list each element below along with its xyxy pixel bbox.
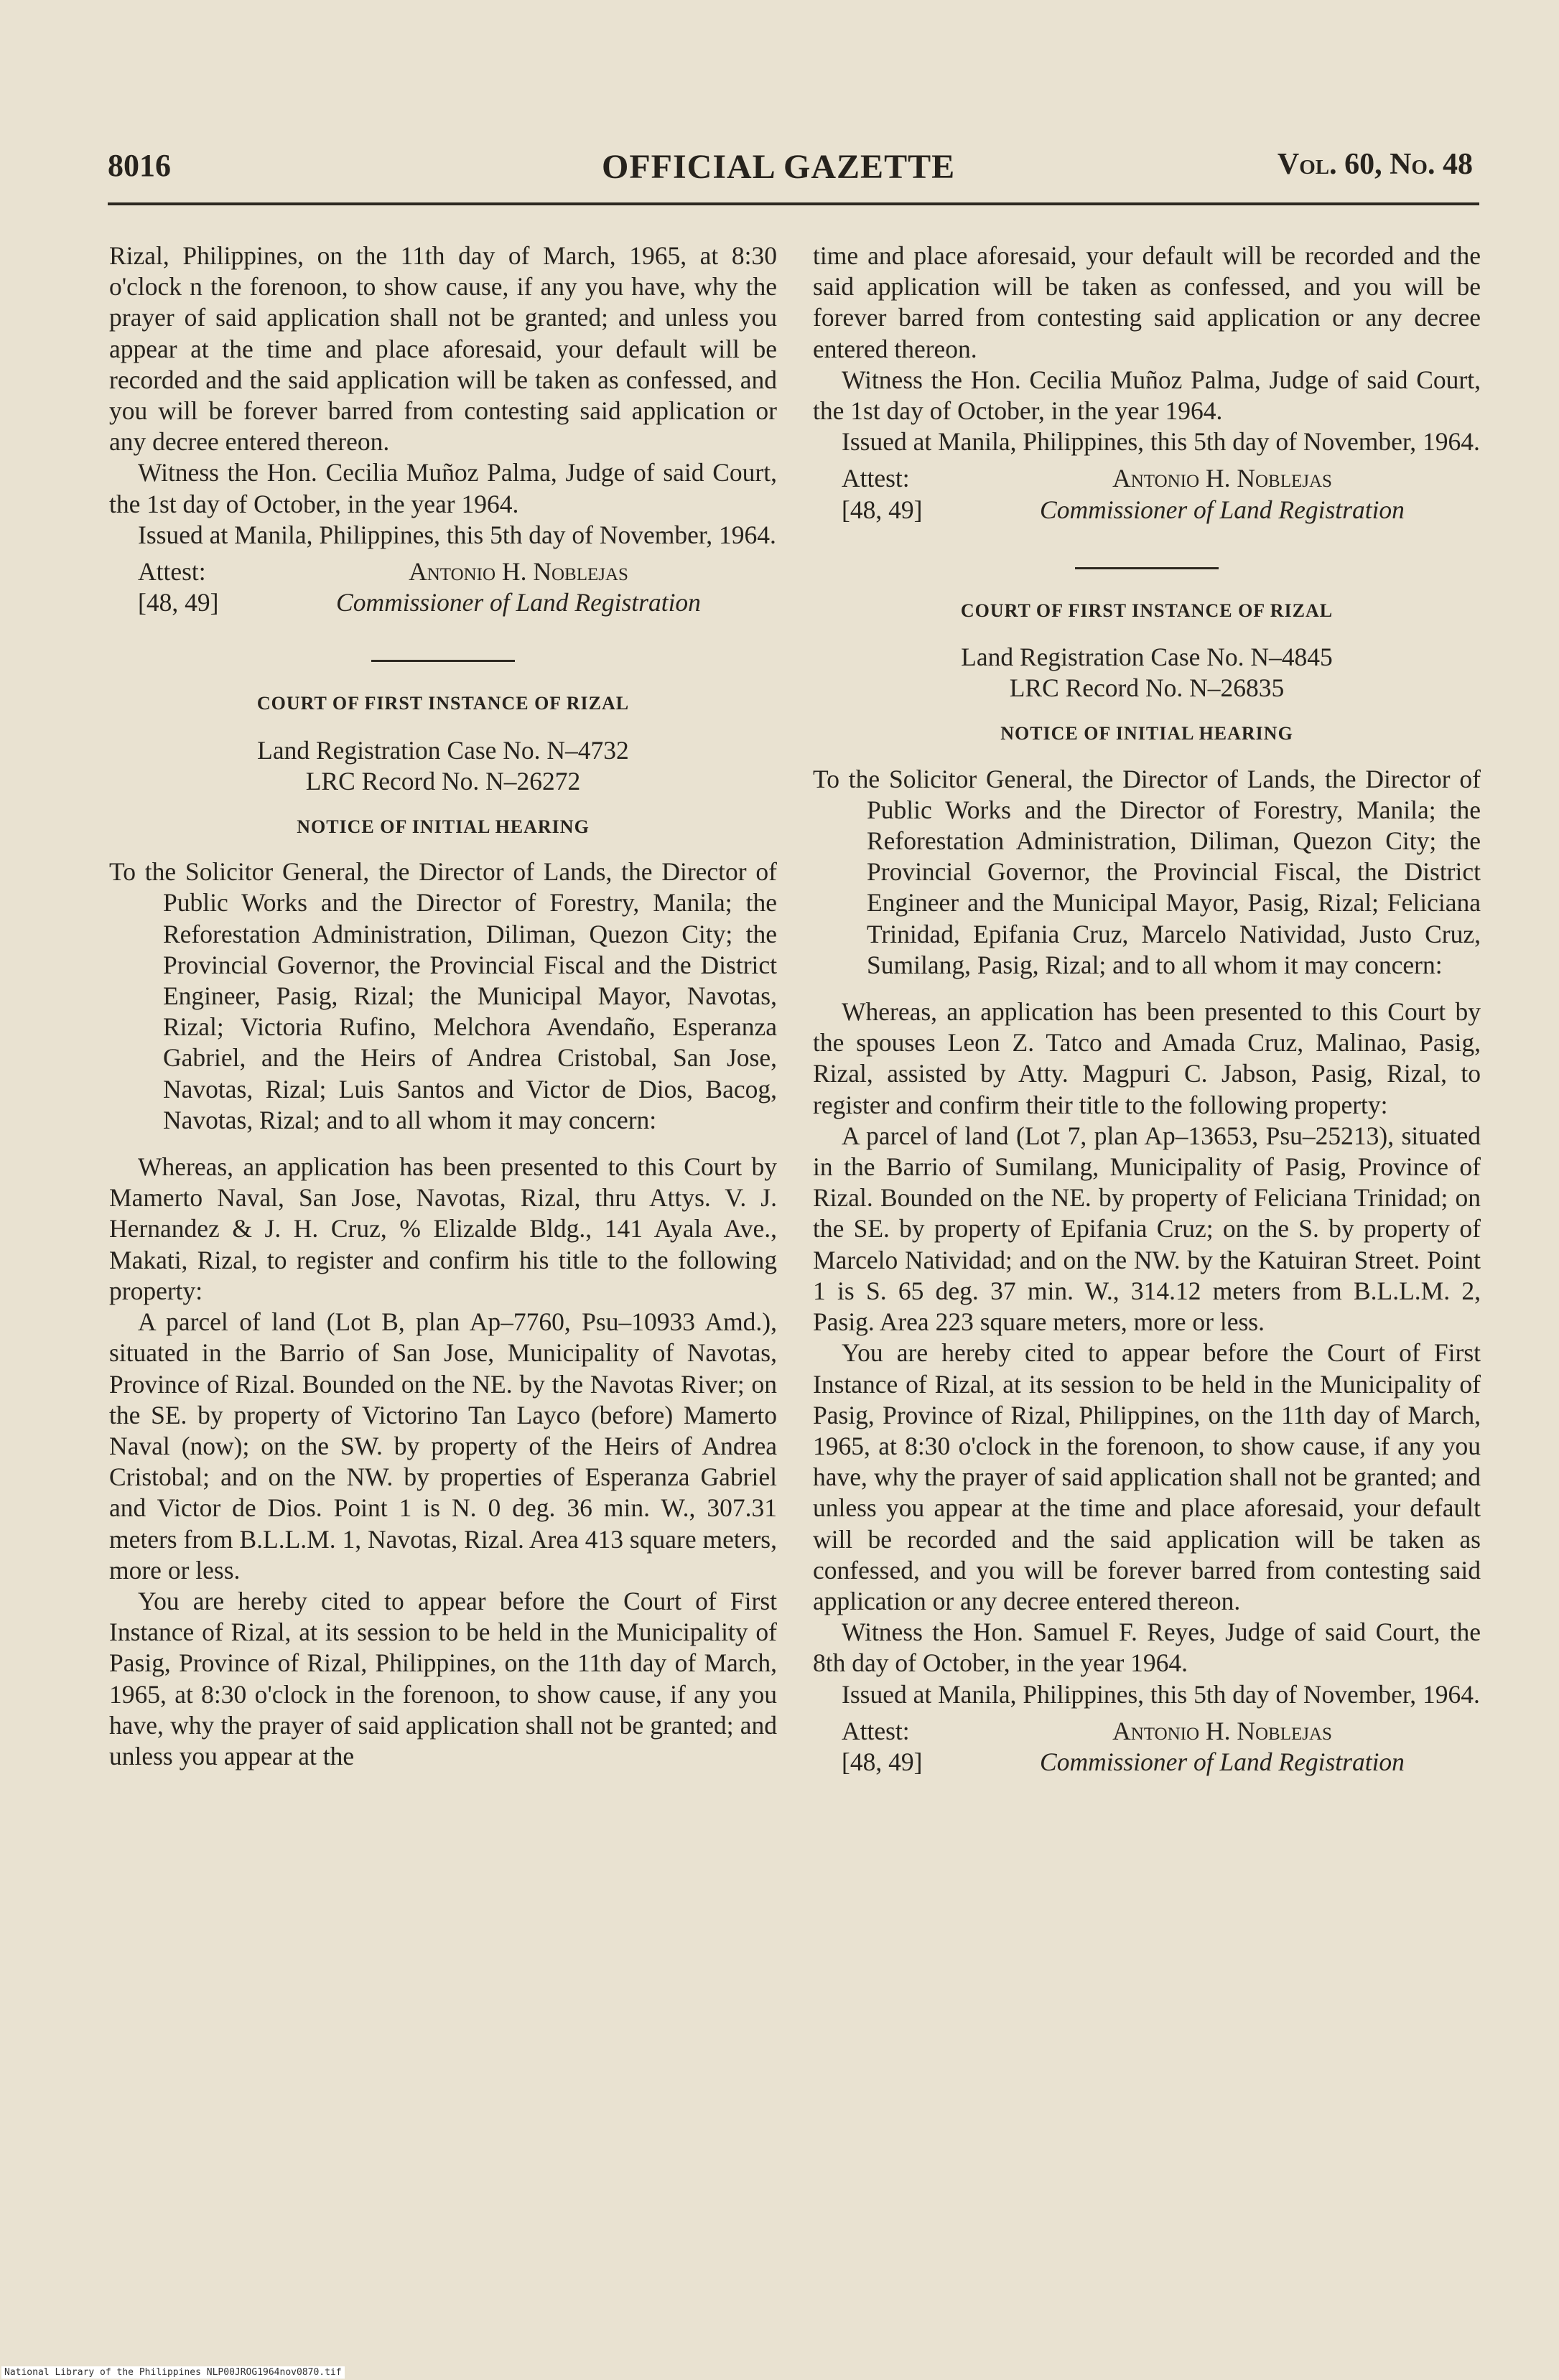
scan-footer-label: National Library of the Philippines NLP00JROG1964nov0870.tif (1, 2366, 345, 2379)
continued-paragraph: Rizal, Philippines, on the 11th day of March, 1965, at 8:30 o'clock n the forenoon, to show cause, if any you have, why the prayer of said application shall not be granted; and unless you appear at the time and place aforesaid, your default will be recorded and the said application will be taken as confessed, and you will be forever barred from contesting said application or any decree entered thereon. (109, 241, 777, 457)
record-number: LRC Record No. N–26272 (305, 766, 581, 795)
issued-paragraph: Issued at Manila, Philippines, this 5th day of November, 1964. (842, 427, 1480, 457)
attest-title: Commissioner of Land Registration (1040, 495, 1405, 524)
attest-name: Antonio H. Noblejas (1112, 1716, 1332, 1745)
record-number: LRC Record No. N–26835 (1009, 673, 1285, 703)
attestation-block (813, 463, 1481, 525)
attest-reference: [48, 49] (138, 588, 219, 617)
addressees-paragraph: To the Solicitor General, the Director of Lands, the Director of Public Works and the Director of Forestry, Manila; the Reforestation Administration, Diliman, Quezon City; the Provincial Governor, the Provincial Fiscal and the District Engineer, Pasig, Rizal; the Municipal Mayor, Navotas, Rizal; Victoria Rufino, Melchora Avendaño, Esperanza Gabriel, and the Heirs of Andrea Cristobal, San Jose, Navotas, Rizal; Luis Santos and Victor de Dios, Bacog, Navotas, Rizal; and to all whom it may concern: (109, 857, 777, 1134)
attestation-block (109, 556, 777, 618)
case-number: Land Registration Case No. N–4845 (961, 643, 1333, 672)
left-column (109, 241, 777, 1772)
witness-paragraph: Witness the Hon. Samuel F. Reyes, Judge of said Court, the 8th day of October, in the year 1964. (813, 1618, 1481, 1678)
continued-paragraph: time and place aforesaid, your default will be recorded and the said application will be taken as confessed, and you will be forever barred from contesting said application or any decree entered thereon. (813, 241, 1481, 363)
citation-paragraph: You are hereby cited to appear before the Court of First Instance of Rizal, at its session to be held in the Municipality of Pasig, Province of Rizal, Philippines, on the 11th day of March, 1965, at 8:30 o'clock in the forenoon, to show cause, if any you have, why the prayer of said application shall not be granted; and unless you appear at the (109, 1586, 777, 1770)
attest-label: Attest: (842, 464, 910, 493)
whereas-paragraph: Whereas, an application has been presented to this Court by Mamerto Naval, San Jose, Navotas, Rizal, thru Attys. V. J. Hernandez & J. H. Cruz, % Elizalde Bldg., 141 Ayala Ave., Makati, Rizal, to register and confirm his title to the following property: (109, 1152, 777, 1305)
section-divider (1075, 567, 1219, 569)
publication-title: OFFICIAL GAZETTE (602, 148, 956, 186)
court-heading: COURT OF FIRST INSTANCE OF RIZAL (256, 693, 630, 714)
issued-paragraph: Issued at Manila, Philippines, this 5th day of November, 1964. (138, 520, 776, 549)
attest-name: Antonio H. Noblejas (409, 557, 628, 587)
attest-label: Attest: (138, 557, 206, 587)
citation-paragraph: You are hereby cited to appear before the Court of First Instance of Rizal, at its session to be held in the Municipality of Pasig, Province of Rizal, Philippines, on the 11th day of March, 1965, at 8:30 o'clock in the forenoon, to show cause, if any you have, why the prayer of said application shall not be granted; and unless you appear at the time and place aforesaid, your default will be recorded and the said application will be taken as confessed, and you will be forever barred from contesting said application or any decree entered thereon. (813, 1338, 1481, 1615)
attest-title: Commissioner of Land Registration (1040, 1747, 1405, 1776)
attestation-block (813, 1716, 1481, 1778)
volume-number: Vol. 60, No. 48 (1277, 148, 1473, 181)
witness-paragraph: Witness the Hon. Cecilia Muñoz Palma, Judge of said Court, the 1st day of October, in the year 1964. (813, 365, 1481, 426)
page-number: 8016 (108, 148, 171, 183)
court-heading: COURT OF FIRST INSTANCE OF RIZAL (960, 599, 1334, 621)
notice-heading: NOTICE OF INITIAL HEARING (1000, 723, 1293, 745)
issued-paragraph: Issued at Manila, Philippines, this 5th day of November, 1964. (842, 1679, 1480, 1709)
attest-label: Attest: (842, 1716, 910, 1745)
attest-title: Commissioner of Land Registration (336, 588, 701, 617)
parcel-paragraph: A parcel of land (Lot B, plan Ap–7760, Psu–10933 Amd.), situated in the Barrio of San Jose, Municipality of Navotas, Province of Rizal. Bounded on the NE. by the Navotas River; on the SE. by property of Victorino Tan Layco (before) Mamerto Naval (now); on the SW. by property of the Heirs of Andrea Cristobal; and on the NW. by properties of Esperanza Gabriel and Victor de Dios. Point 1 is N. 0 deg. 36 min. W., 307.31 meters from B.L.L.M. 1, Navotas, Rizal. Area 413 square meters, more or less. (109, 1307, 777, 1585)
attest-reference: [48, 49] (842, 1747, 923, 1776)
header-rule (108, 202, 1479, 205)
section-divider (371, 660, 515, 662)
notice-heading: NOTICE OF INITIAL HEARING (297, 816, 590, 838)
witness-paragraph: Witness the Hon. Cecilia Muñoz Palma, Judge of said Court, the 1st day of October, in the year 1964. (109, 458, 777, 518)
attest-name: Antonio H. Noblejas (1112, 464, 1332, 493)
addressees-paragraph: To the Solicitor General, the Director of Lands, the Director of Public Works and the Director of Forestry, Manila; the Reforestation Administration, Diliman, Quezon City; the Provincial Governor, the Provincial Fiscal, the District Engineer and the Municipal Mayor, Pasig, Rizal; Feliciana Trinidad, Epifania Cruz, Marcelo Natividad, Justo Cruz, Sumilang, Pasig, Rizal; and to all whom it may concern: (813, 764, 1481, 979)
attest-reference: [48, 49] (842, 495, 923, 524)
right-column (813, 241, 1481, 1778)
whereas-paragraph: Whereas, an application has been presented to this Court by the spouses Leon Z. Tatco and Amada Cruz, Malinao, Pasig, Rizal, assisted by Atty. Magpuri C. Jabson, Pasig, Rizal, to register and confirm their title to the following property: (813, 997, 1481, 1119)
parcel-paragraph: A parcel of land (Lot 7, plan Ap–13653, Psu–25213), situated in the Barrio of Sumilang, Municipality of Pasig, Province of Rizal. Bounded on the NE. by property of Feliciana Trinidad; on the SE. by property of Epifania Cruz; on the S. by property of Marcelo Natividad; and on the NW. by the Katuiran Street. Point 1 is S. 65 deg. 37 min. W., 314.12 meters from B.L.L.M. 2, Pasig. Area 223 square meters, more or less. (813, 1121, 1481, 1337)
case-number: Land Registration Case No. N–4732 (257, 735, 629, 765)
